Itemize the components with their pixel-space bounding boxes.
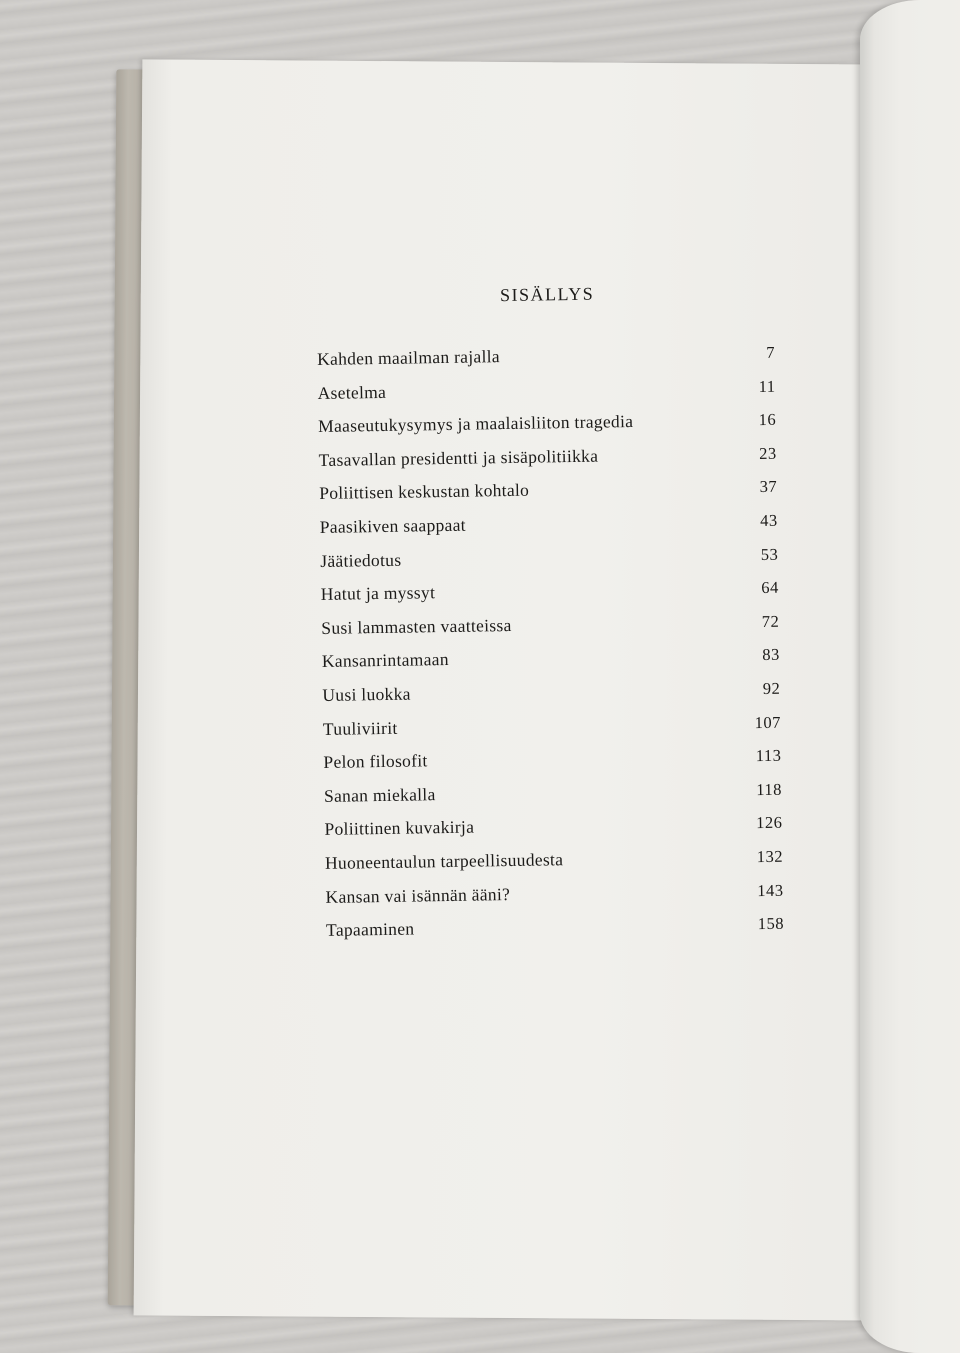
toc-entry-page: 64 [761, 577, 779, 598]
toc-entry-page: 23 [759, 443, 777, 463]
toc-entry-page: 92 [762, 678, 781, 698]
toc-entry-title: Tuuliviirit [322, 717, 398, 739]
toc-entry-page: 37 [759, 477, 778, 497]
toc-entry-page: 83 [762, 645, 780, 665]
toc-entry-page: 126 [756, 813, 783, 833]
toc-entry-title: Susi lammasten vaatteissa [321, 614, 512, 638]
toc-entry-title: Maaseutukysymys ja maalaisliiton tragedia [318, 411, 634, 437]
toc-entry-page: 158 [757, 913, 785, 934]
toc-entry-title: Kahden maailman rajalla [316, 346, 501, 369]
facing-page-edge [860, 0, 960, 1353]
toc-heading: SISÄLLYS [499, 283, 595, 306]
toc-entry-title: Sanan miekalla [323, 783, 436, 806]
toc-entry-page: 43 [760, 510, 778, 531]
toc-entry-title: Poliittisen keskustan kohtalo [319, 480, 530, 504]
toc-entry-title: Huoneentaulun tarpeellisuudesta [324, 849, 564, 873]
toc-entry-title: Jäätiedotus [320, 549, 402, 571]
toc-entry-title: Pelon filosofit [323, 750, 428, 773]
toc-entry-page: 16 [758, 409, 777, 430]
toc-entry-title: Uusi luokka [322, 683, 411, 705]
toc-entry-title: Tasavallan presidentti ja sisäpolitiikka [318, 445, 599, 470]
toc-entry-title: Asetelma [317, 381, 387, 403]
toc-entry-page: 118 [756, 779, 783, 799]
toc-entry-page: 53 [760, 544, 779, 564]
toc-entry-page: 11 [758, 376, 776, 396]
toc-entry-title: Paasikiven saappaat [319, 514, 467, 537]
toc-entry-title: Kansanrintamaan [321, 649, 449, 672]
toc-entry-page: 72 [761, 611, 780, 631]
toc-entry-page: 7 [766, 342, 776, 362]
toc-entry-page: 113 [755, 745, 782, 766]
toc-entry [326, 913, 784, 954]
toc-entry-list [317, 342, 784, 954]
toc-entry-page: 132 [756, 846, 784, 867]
toc-entry-title: Kansan vai isännän ääni? [325, 883, 511, 907]
toc-entry-page: 107 [754, 712, 782, 732]
toc-entry-title: Poliittinen kuvakirja [324, 816, 475, 840]
table-of-contents [316, 281, 784, 954]
toc-entry-page: 143 [757, 880, 784, 900]
toc-entry-title: Hatut ja myssyt [320, 582, 436, 605]
toc-entry-title: Tapaaminen [325, 918, 415, 941]
